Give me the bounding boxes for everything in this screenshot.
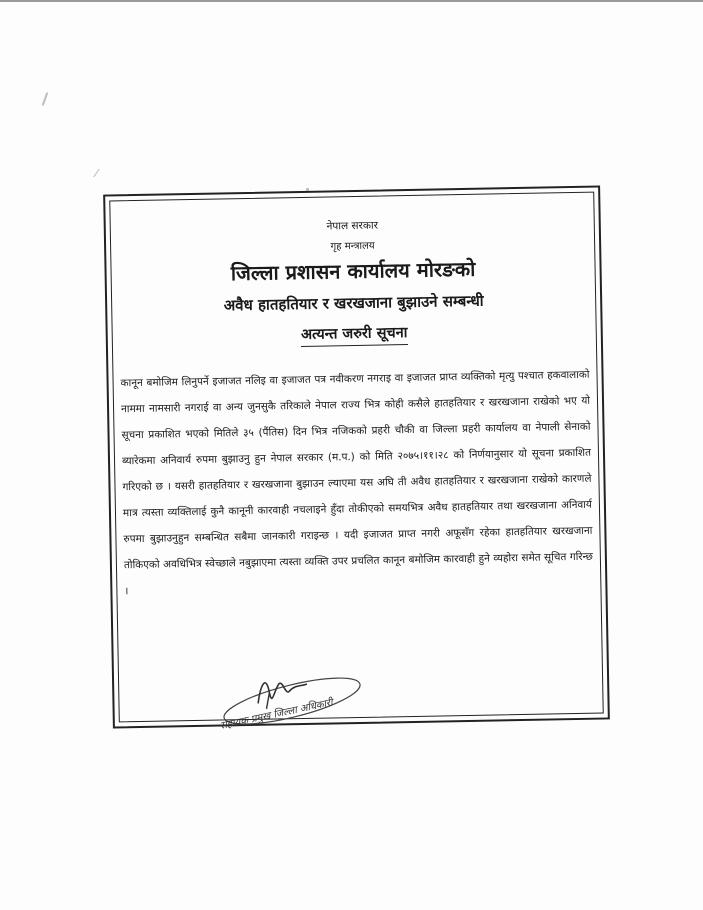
- office-heading: जिल्ला प्रशासन कार्यालय मोरङको: [230, 256, 476, 286]
- signature-block: [209, 653, 404, 746]
- scan-edge-line: [0, 0, 703, 2]
- notice-subject: अवैध हातहतियार र खरखजाना बुझाउने सम्बन्धी: [223, 291, 484, 315]
- ministry-name: गृह मन्त्रालय: [330, 240, 375, 253]
- scan-speck: [93, 169, 100, 178]
- signature-label: सहायक प्रमुख जिल्ला अधिकारी: [219, 697, 334, 732]
- urgent-notice-title: अत्यन्त जरुरी सूचना: [301, 323, 408, 347]
- notice-content: [114, 214, 598, 605]
- government-name: नेपाल सरकार: [326, 219, 379, 233]
- scan-speck: [42, 92, 49, 106]
- notice-body: कानून बमोजिम लिनुपर्ने इजाजत नलिइ वा इजाजत पत्र नवीकरण नगराइ वा इजाजत प्राप्त व्यक्तिको मृत्यु पश्चात हकवालाको नाममा नामसारी नगराई वा अन्य जुनसुकै तरिकाले नेपाल राज्य भित्र कोही कसैले हातहतियार र खरखजाना राखेको भए यो सूचना प्रकाशित भएको मितिले ३५ (पैंतिस) दिन भित्र नजिकको प्रहरी चौकी वा जिल्ला प्रहरी कार्यालय वा नेपाली सेनाको ब्यारेकमा अनिवार्य रुपमा बुझाउनु हुन नेपाल सरकार (म.प.) को मिति २०७५।११।२८ को निर्णयानुसार यो सूचना प्रकाशित गरिएको छ । यसरी हातहतियार र खरखजाना बुझाउन ल्याएमा यस अघि ती अवैध हातहतियार र खरखजाना राखेको कारणले मात्र त्यस्ता व्यक्तिलाई कुनै कानूनी कारवाही नचलाइने हुँदा तोकीएको समयभित्र अवैध हातहतियार तथा खरखजाना अनिवार्य रुपमा बुझाउनुहुन सम्बन्धित सबैमा जानकारी गराइन्छ । यदी इजाजत प्राप्त नगरी अफूसँग रहेका हातहतियार खरखजाना तोकिएको अवधिभित्र स्वेच्छाले नबुझाएमा त्यस्ता व्यक्ति उपर प्रचलित कानून बमोजिम कारवाही हुने व्यहोरा समेत सूचित गरिन्छ ।: [120, 368, 593, 598]
- notice-frame: [103, 185, 610, 728]
